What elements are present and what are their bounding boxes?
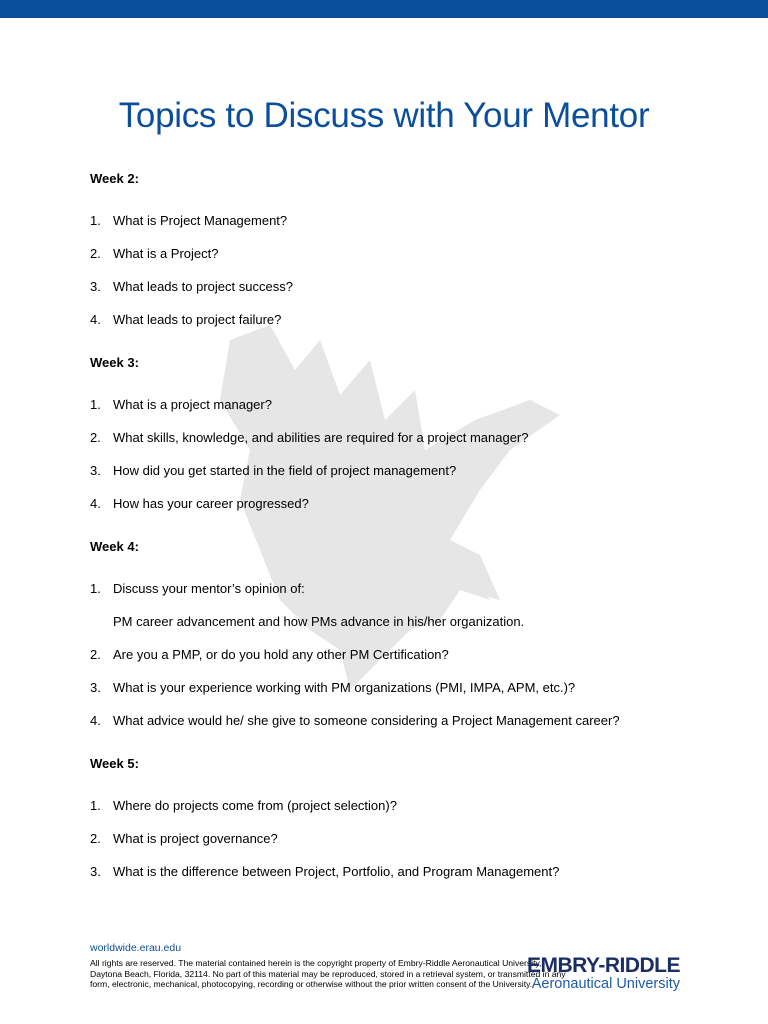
list-item: 4. What leads to project failure?	[90, 312, 282, 327]
list-item: 1. What is Project Management?	[90, 213, 288, 228]
week-heading: Week 4:	[90, 539, 139, 554]
week-heading: Week 2:	[90, 171, 139, 186]
item-text: How did you get started in the field of project management?	[113, 463, 457, 478]
week-heading: Week 5:	[90, 756, 139, 771]
item-text: What is Project Management?	[113, 213, 288, 228]
logo-subtitle: Aeronautical University	[531, 976, 680, 992]
list-item: 4. How has your career progressed?	[90, 496, 309, 511]
item-text: Where do projects come from (project selection)?	[113, 798, 397, 813]
list-item: 1. What is a project manager?	[90, 397, 272, 412]
list-item: 3. What is your experience working with PM organizations (PMI, IMPA, APM, etc.)?	[90, 680, 576, 695]
list-item: 4. What advice would he/ she give to someone considering a Project Management career?	[90, 713, 620, 728]
list-item: 2. What skills, knowledge, and abilities are required for a project manager?	[90, 430, 529, 445]
item-text: What is a project manager?	[113, 397, 272, 412]
website-link[interactable]: worldwide.erau.edu	[90, 942, 182, 954]
list-item: 2. What is project governance?	[90, 831, 278, 846]
list-item: 1. Where do projects come from (project selection)?	[90, 798, 397, 813]
item-text: What is the difference between Project, Portfolio, and Program Management?	[113, 864, 560, 879]
item-text: Discuss your mentor’s opinion of:	[113, 581, 305, 596]
list-item: 3. How did you get started in the field of project management?	[90, 463, 457, 478]
copyright-notice: All rights are reserved. The material contained herein is the copyright property of Embry-Riddle Aeronautical University, Daytona Beach, Florida, 32114. No part of this material may be reproduced, stored in a retrieval system, or transmitted in any form, electronic, mechanical, photocopying, recording or otherwise without the prior written consent of the University.	[90, 958, 566, 990]
item-text: What leads to project success?	[113, 279, 293, 294]
item-text: What is your experience working with PM organizations (PMI, IMPA, APM, etc.)?	[113, 680, 576, 695]
list-item: 2. What is a Project?	[90, 246, 219, 261]
top-banner-bar	[0, 0, 768, 18]
list-item: 3. What is the difference between Project, Portfolio, and Program Management?	[90, 864, 560, 879]
university-logo	[496, 955, 680, 992]
list-item-subtext: PM career advancement and how PMs advance in his/her organization.	[113, 614, 525, 629]
item-text: Are you a PMP, or do you hold any other PM Certification?	[113, 647, 449, 662]
logo-wordmark: EMBRY-RIDDLE	[526, 954, 680, 977]
list-item: 1. Discuss your mentor’s opinion of:	[90, 581, 305, 596]
week-heading: Week 3:	[90, 355, 139, 370]
item-text: How has your career progressed?	[113, 496, 309, 511]
item-text: What is project governance?	[113, 831, 278, 846]
page-title: Topics to Discuss with Your Mentor	[118, 96, 650, 135]
item-text: What skills, knowledge, and abilities are required for a project manager?	[113, 430, 529, 445]
topics-list	[90, 168, 710, 882]
list-item: 2. Are you a PMP, or do you hold any other PM Certification?	[90, 647, 449, 662]
list-item: 3. What leads to project success?	[90, 279, 293, 294]
item-text: What is a Project?	[113, 246, 219, 261]
item-text: What advice would he/ she give to someone considering a Project Management career?	[113, 713, 620, 728]
item-text: What leads to project failure?	[113, 312, 282, 327]
